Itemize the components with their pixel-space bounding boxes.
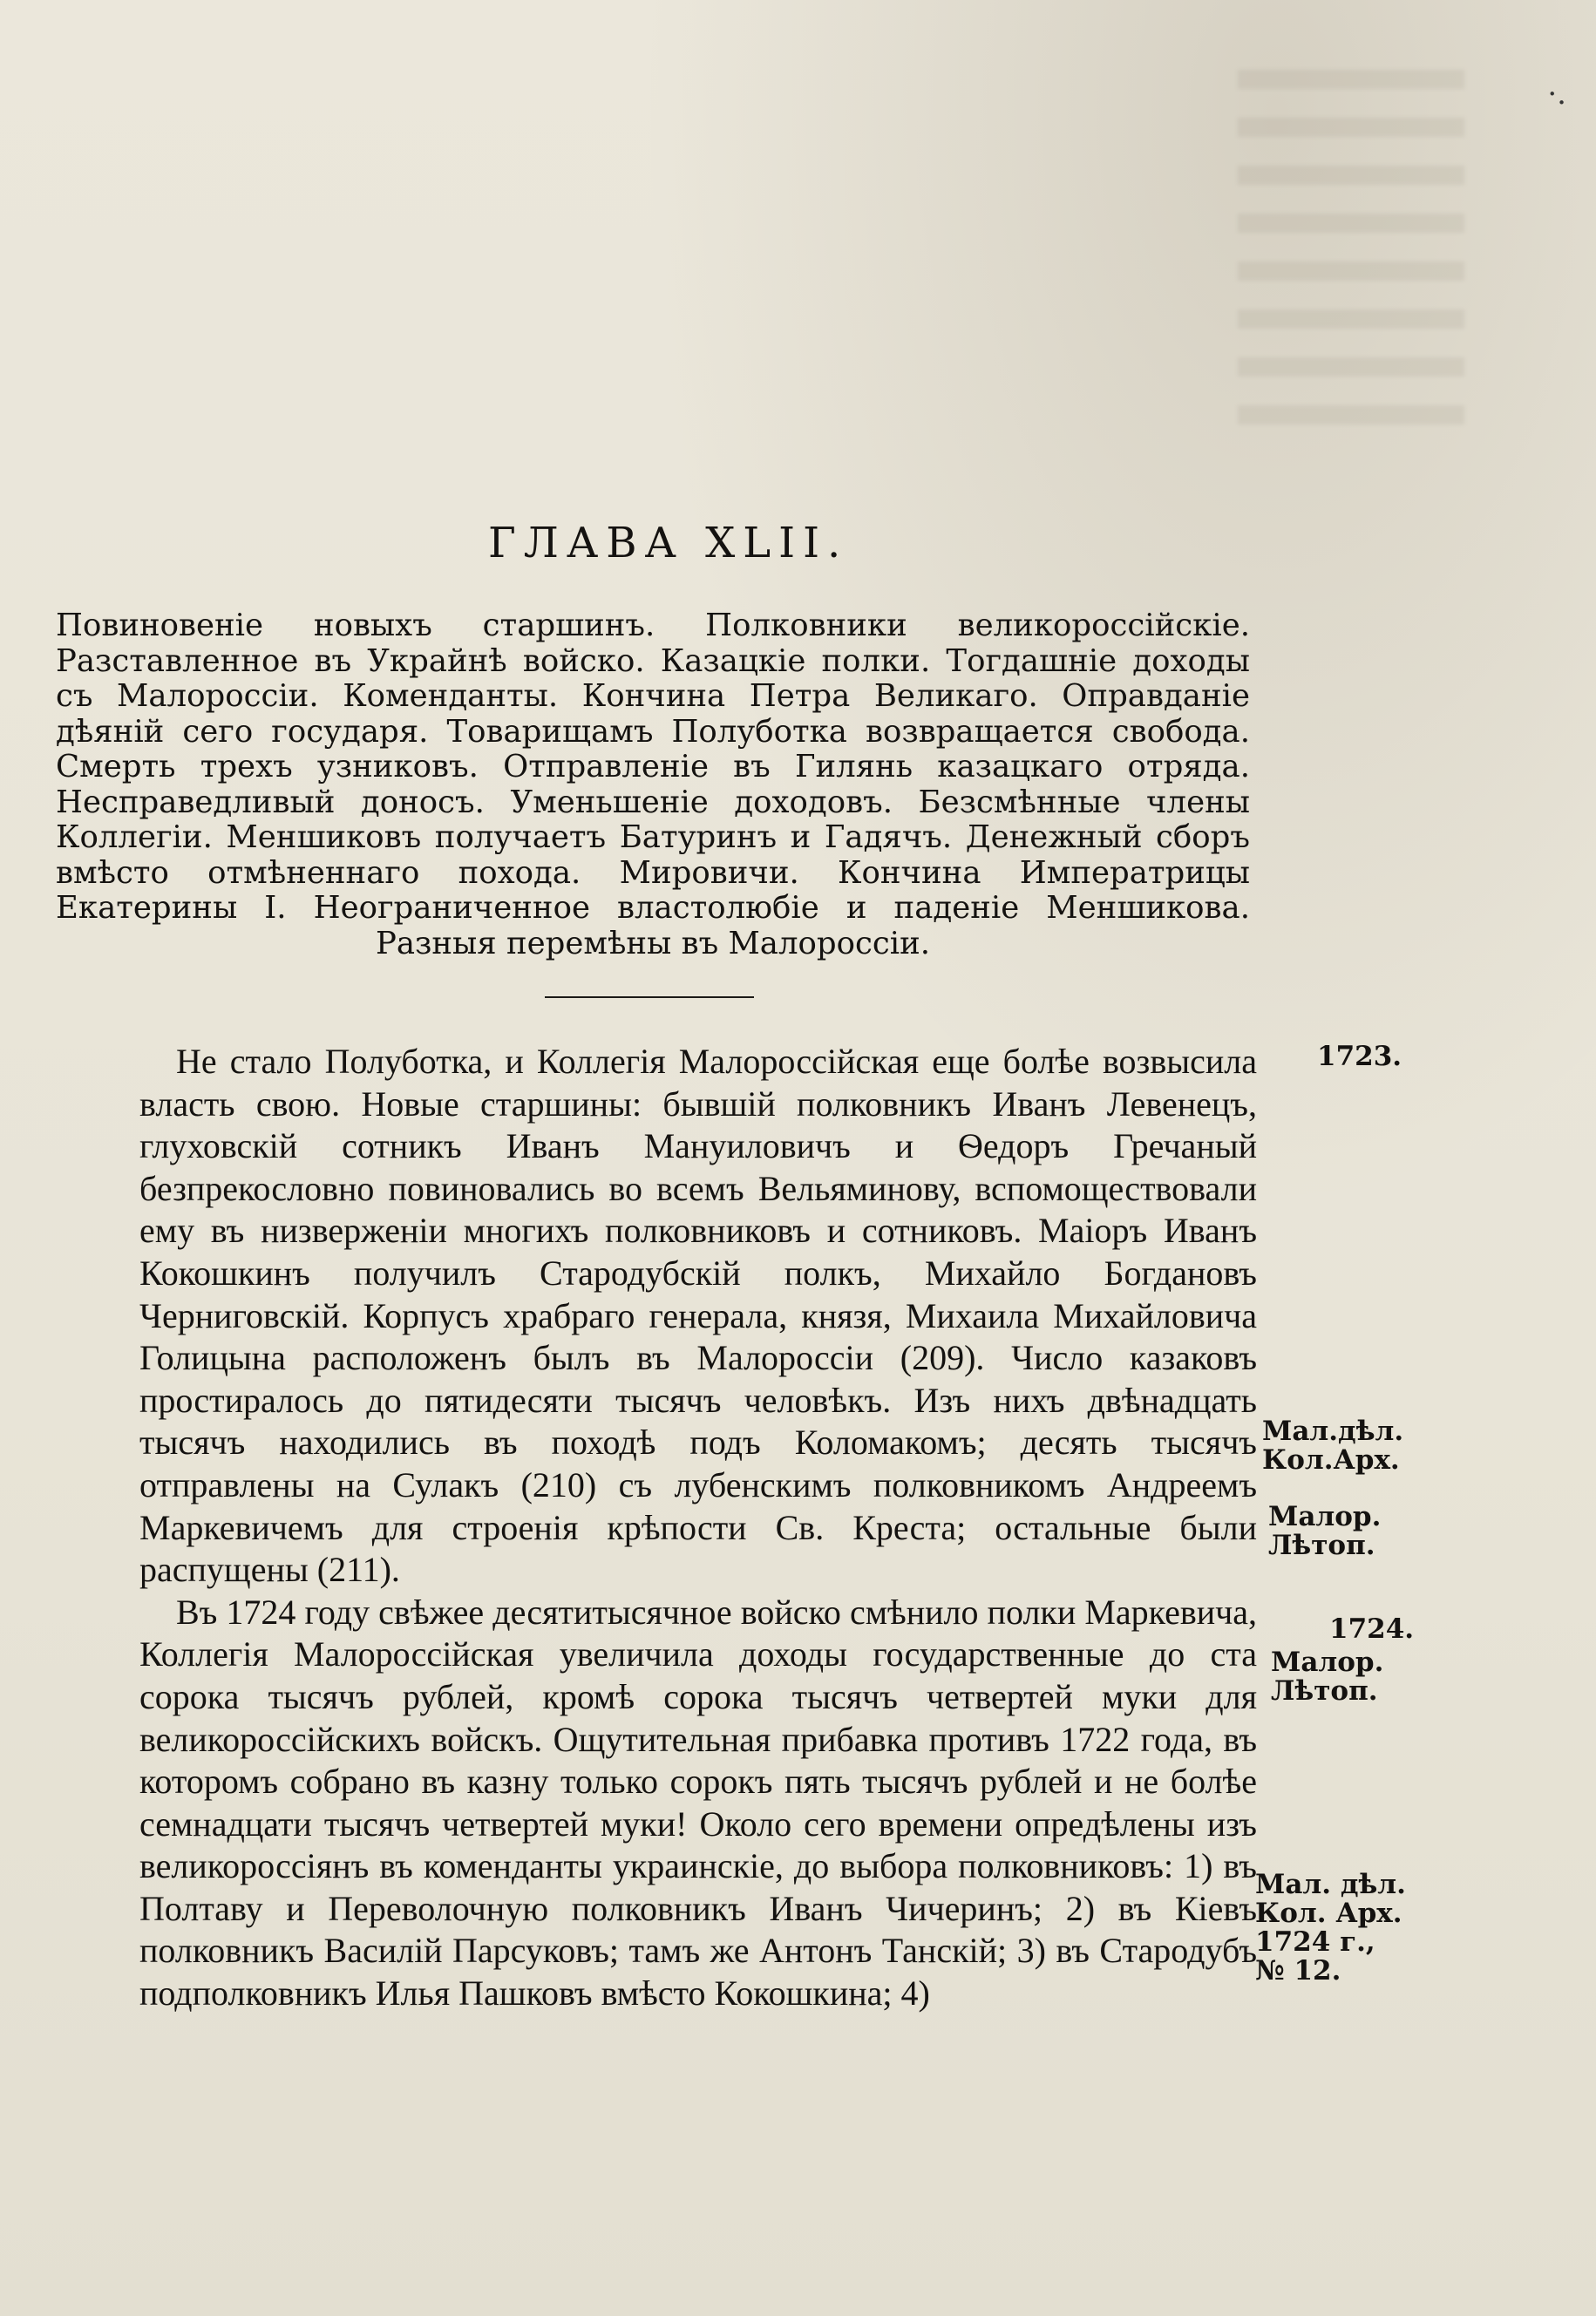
paragraph-2: Въ 1724 году свѣжее десятитысячное войско смѣнило полки Маркевича, Коллегія Малороссійская увеличила доходы государственные до ста сорока тысячъ рублей, кромѣ сорока тысячъ четвертей муки для великороссійскихъ войскъ. Ощутительная прибавка противъ 1722 года, въ которомъ собрано въ казну только сорокъ пять тысячъ рублей и не болѣе семнадцати тысячъ четвертей муки! Около сего времени опредѣлены изъ великороссіянъ въ коменданты украинскіе, до выбора полковниковъ: 1) въ Полтаву и Переволочную полковникъ Иванъ Чичеринъ; 2) въ Кіевъ полковникъ Василій Парсуковъ; тамъ же Антонъ Танскій; 3) въ Стародубъ подполковникъ Илья Пашковъ вмѣсто Кокошкина; 4) [139, 1592, 1257, 2014]
margin-source-malor-letop-2: Малор. Лѣтоп. [1271, 1647, 1384, 1707]
page-corner-mark: ·. [1547, 77, 1566, 112]
chapter-summary: Повиновеніе новыхъ старшинъ. Полковники великороссійскіе. Разставленное въ Украйнѣ войско. Казацкіе полки. Тогдашніе доходы съ Малороссіи. Коменданты. Кончина Петра Великаго. Оправданіе дѣяній сего государя. Товарищамъ Полуботка возвращается свобода. Смерть трехъ узниковъ. Отправленіе въ Гилянь казацкаго отряда. Несправедливый доносъ. Уменьшеніе доходовъ. Безсмѣнные члены Коллегіи. Меншиковъ получаетъ Батуринъ и Гадячъ. Денежный сборъ вмѣсто отмѣненнаго похода. Мировичи. Кончина Императрицы Екатерины I. Неограниченное властолюбіе и паденіе Меншикова. Разныя перемѣны въ Малороссіи. [56, 608, 1250, 961]
chapter-title: ГЛАВА XLII. [488, 519, 849, 567]
margin-year-1723: 1723. [1317, 1041, 1402, 1072]
paragraph-1: Не стало Полуботка, и Коллегія Малороссійская еще болѣе возвысила власть свою. Новые старшины: бывшій полковникъ Иванъ Левенецъ, глуховскій сотникъ Иванъ Мануиловичъ и Ѳедоръ Гречаный безпрекословно повиновались во всемъ Вельяминову, вспомоществовали ему въ низверженіи многихъ полковниковъ и сотниковъ. Маіоръ Иванъ Кокошкинъ получилъ Стародубскій полкъ, Михайло Богдановъ Черниговскій. Корпусъ храбраго генерала, князя, Михаила Михайловича Голицына расположенъ былъ въ Малороссіи (209). Число казаковъ простиралось до пятидесяти тысячъ человѣкъ. Изъ нихъ двѣнадцать тысячъ находились въ походѣ подъ Коломакомъ; десять тысячъ отправлены на Сулакъ (210) съ лубенскимъ полковникомъ Андреемъ Маркевичемъ для строенія крѣпости Св. Креста; остальные были распущены (211). [139, 1042, 1257, 1590]
margin-year-1724: 1724. [1329, 1613, 1415, 1645]
margin-source-mal-del-1724: Мал. дѣл. Кол. Арх. 1724 г., № 12. [1255, 1869, 1406, 1987]
margin-source-malor-letop: Малор. Лѣтоп. [1268, 1501, 1382, 1561]
section-divider [545, 996, 754, 998]
bleed-through-shadow [1238, 70, 1464, 445]
main-text [139, 1041, 1257, 2015]
margin-source-mal-del: Мал.дѣл. Кол.Арх. [1262, 1416, 1404, 1476]
